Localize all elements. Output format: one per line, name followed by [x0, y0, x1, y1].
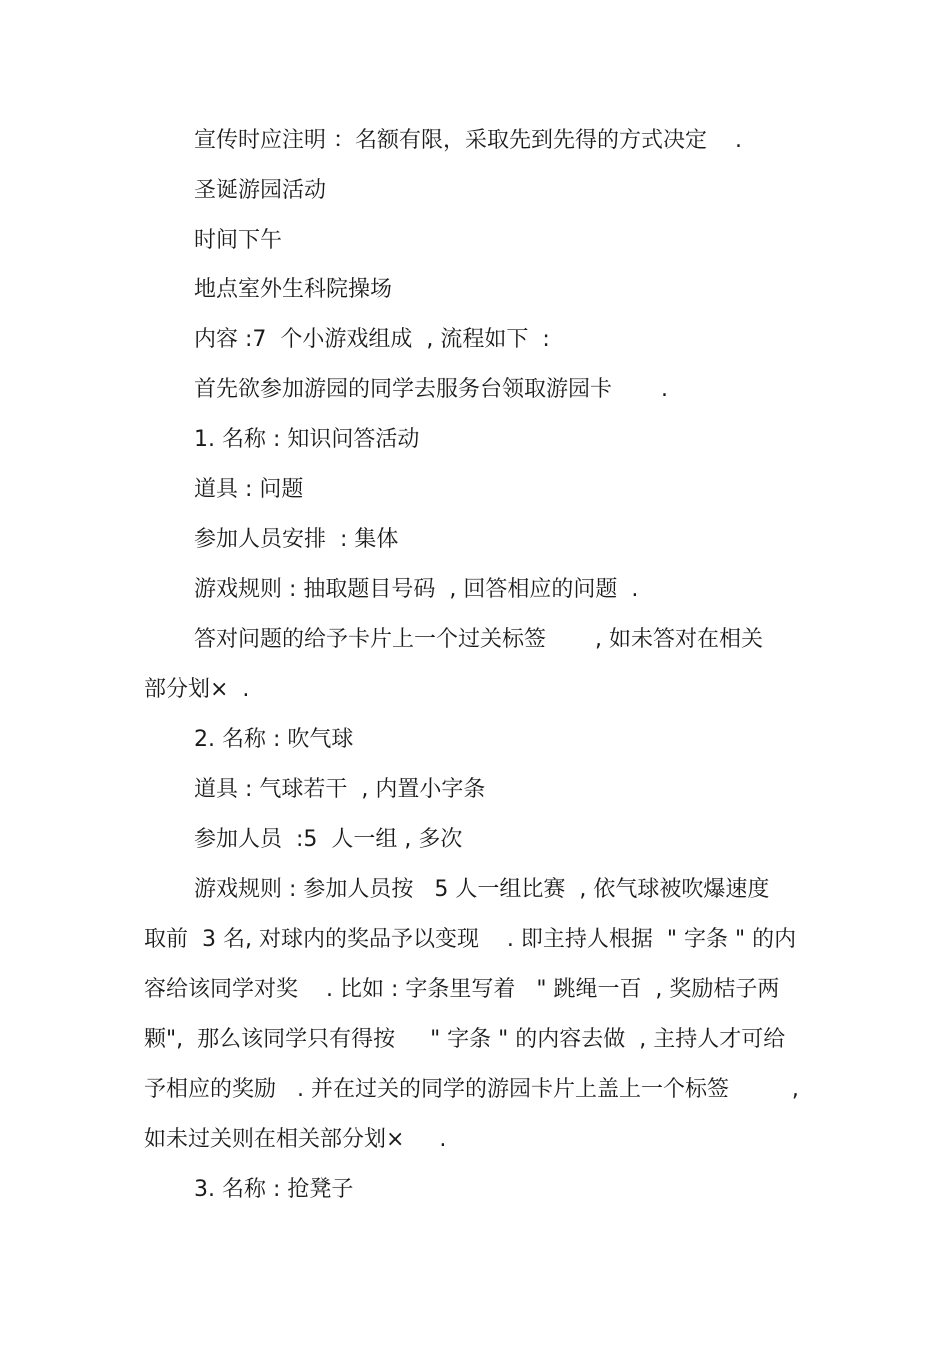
text-line-game1-participants: 参加人员安排 : 集体 [194, 527, 399, 552]
text-line-publicity-note: 宣传时应注明 ：名额有限，采取先到先得的方式决定 . [194, 128, 742, 153]
text-line-first-step: 首先欲参加游园的同学去服务台领取游园卡 . [194, 377, 668, 402]
text-line-time: 时间下午 [194, 228, 283, 253]
text-line-location: 地点室外生科院操场 [194, 277, 393, 302]
text-line-game2-rules: 游戏规则 : 参加人员按 5 人一组比赛 , 依气球被吹爆速度 [194, 877, 770, 902]
text-line-game2-rules-cont2: 容给该同学对奖 . 比如 : 字条里写着 " 跳绳一百 , 奖励桔子两 [144, 977, 780, 1002]
text-line-game2-name: 2. 名称 : 吹气球 [194, 727, 354, 752]
text-line-game1-props: 道具 : 问题 [194, 477, 304, 502]
text-line-content: 内容 :7 个小游戏组成 , 流程如下 : [194, 327, 550, 352]
text-line-game1-reward-cont: 部分划× . [144, 677, 250, 702]
text-line-game1-reward: 答对问题的给予卡片上一个过关标签 , 如未答对在相关 [194, 627, 763, 652]
text-line-game2-rules-cont5: 如未过关则在相关部分划× . [144, 1127, 447, 1152]
text-line-game2-rules-cont4: 予相应的奖励 . 并在过关的同学的游园卡片上盖上一个标签 , [144, 1077, 799, 1102]
text-line-game3-name: 3. 名称 : 抢凳子 [194, 1177, 354, 1202]
text-line-game2-participants: 参加人员 :5 人一组 , 多次 [194, 827, 463, 852]
text-line-event-title: 圣诞游园活动 [194, 178, 327, 203]
text-line-game1-name: 1. 名称 : 知识问答活动 [194, 427, 420, 452]
text-line-game1-rules: 游戏规则 : 抽取题目号码 , 回答相应的问题 . [194, 577, 639, 602]
text-line-game2-rules-cont3: 颗", 那么该同学只有得按 " 字条 " 的内容去做 , 主持人才可给 [144, 1027, 786, 1052]
text-line-game2-rules-cont1: 取前 3 名, 对球内的奖品予以变现 . 即主持人根据 " 字条 " 的内 [144, 927, 797, 952]
text-line-game2-props: 道具 : 气球若干 , 内置小字条 [194, 777, 486, 802]
